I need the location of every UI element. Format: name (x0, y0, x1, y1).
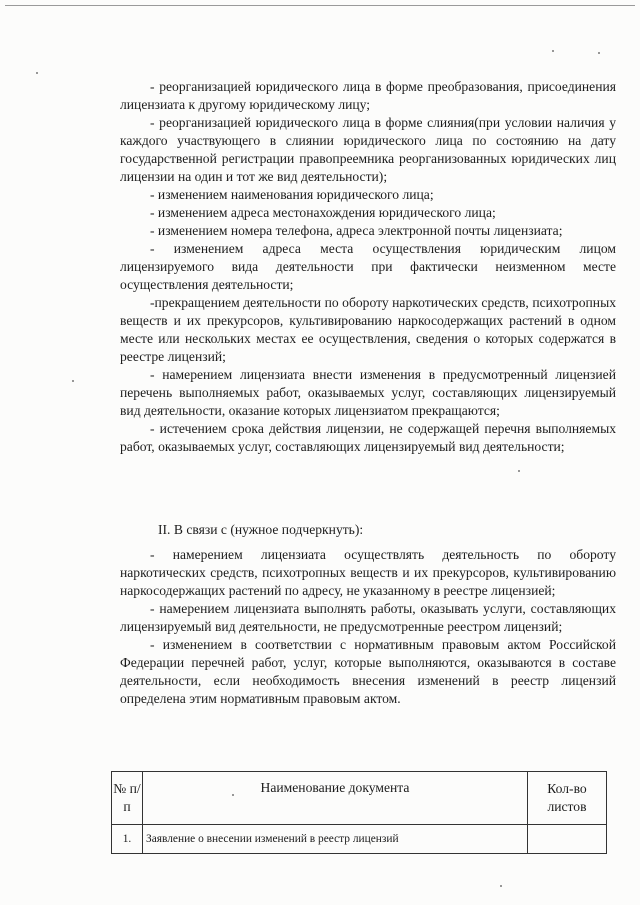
list-item: - намерением лицензиата внести изменения в предусмотренный лицензией перечень выполняемых работ, оказываемых услуг, составляющих лицензируемый вид деятельности, оказание которых лицензиатом прекращаются; (120, 367, 616, 418)
list-item: - изменением наименования юридического лица; (150, 187, 434, 202)
header-document-name: Наименование документа (143, 772, 528, 825)
list-item: -прекращением деятельности по обороту наркотических средств, психотропных веществ и их прекурсоров, культивированию наркосодержащих растений в одном месте или нескольких местах ее осуществления, сведения о которых содержатся в реестре лицензий; (120, 295, 616, 364)
header-sheet-count: Кол-во листов (528, 772, 607, 825)
list-item: - намерением лицензиата осуществлять деятельность по обороту наркотических средств, психотропных веществ и их прекурсоров, культивированию наркосодержащих растений по адресу, не указанному в реестре лицензией; (120, 547, 616, 598)
table-header-row (112, 772, 607, 825)
scan-speck (72, 380, 74, 382)
documents-table (111, 771, 607, 854)
scan-top-edge (5, 5, 635, 6)
scan-speck (36, 72, 38, 74)
scan-speck (552, 50, 554, 52)
list-item: - изменением адреса места осуществления юридическим лицом лицензируемого вида деятельности при фактически неизменном месте осуществления деятельности; (120, 241, 616, 292)
scan-speck (500, 885, 502, 887)
row-number: 1. (112, 825, 143, 854)
list-item: - изменением адреса местонахождения юридического лица; (150, 205, 496, 220)
header-number: № п/п (112, 772, 143, 825)
list-item: - реорганизацией юридического лица в форме преобразования, присоединения лицензиата к другому юридическому лицу; (120, 79, 616, 112)
section-1-list (120, 78, 616, 456)
scan-speck (518, 470, 520, 472)
list-item: - изменением в соответствии с нормативным правовым актом Российской Федерации перечней работ, услуг, которые выполняются, оказываются в составе деятельности, если необходимость внесения изменений в реестр лицензий определена этим нормативным правовым актом. (120, 637, 616, 706)
section-2-list (120, 546, 616, 708)
row-sheet-count (528, 825, 607, 854)
list-item: - истечением срока действия лицензии, не содержащей перечня выполняемых работ, оказываемых услуг, составляющих лицензируемый вид деятельности; (120, 421, 616, 454)
list-item: - изменением номера телефона, адреса электронной почты лицензиата; (150, 223, 563, 238)
scan-speck (598, 52, 600, 54)
row-document-name: Заявление о внесении изменений в реестр лицензий (143, 825, 528, 854)
list-item: - реорганизацией юридического лица в форме слияния(при условии наличия у каждого участвующего в слиянии юридического лица по состоянию на дату государственной регистрации правопреемника реорганизованных юридических лиц лицензии на один и тот же вид деятельности); (120, 115, 616, 184)
table-row (112, 825, 607, 854)
section-2-heading: II. В связи с (нужное подчеркнуть): (158, 522, 364, 537)
list-item: - намерением лицензиата выполнять работы, оказывать услуги, составляющих лицензируемый вид деятельности, не предусмотренные реестром лицензий; (120, 601, 616, 634)
